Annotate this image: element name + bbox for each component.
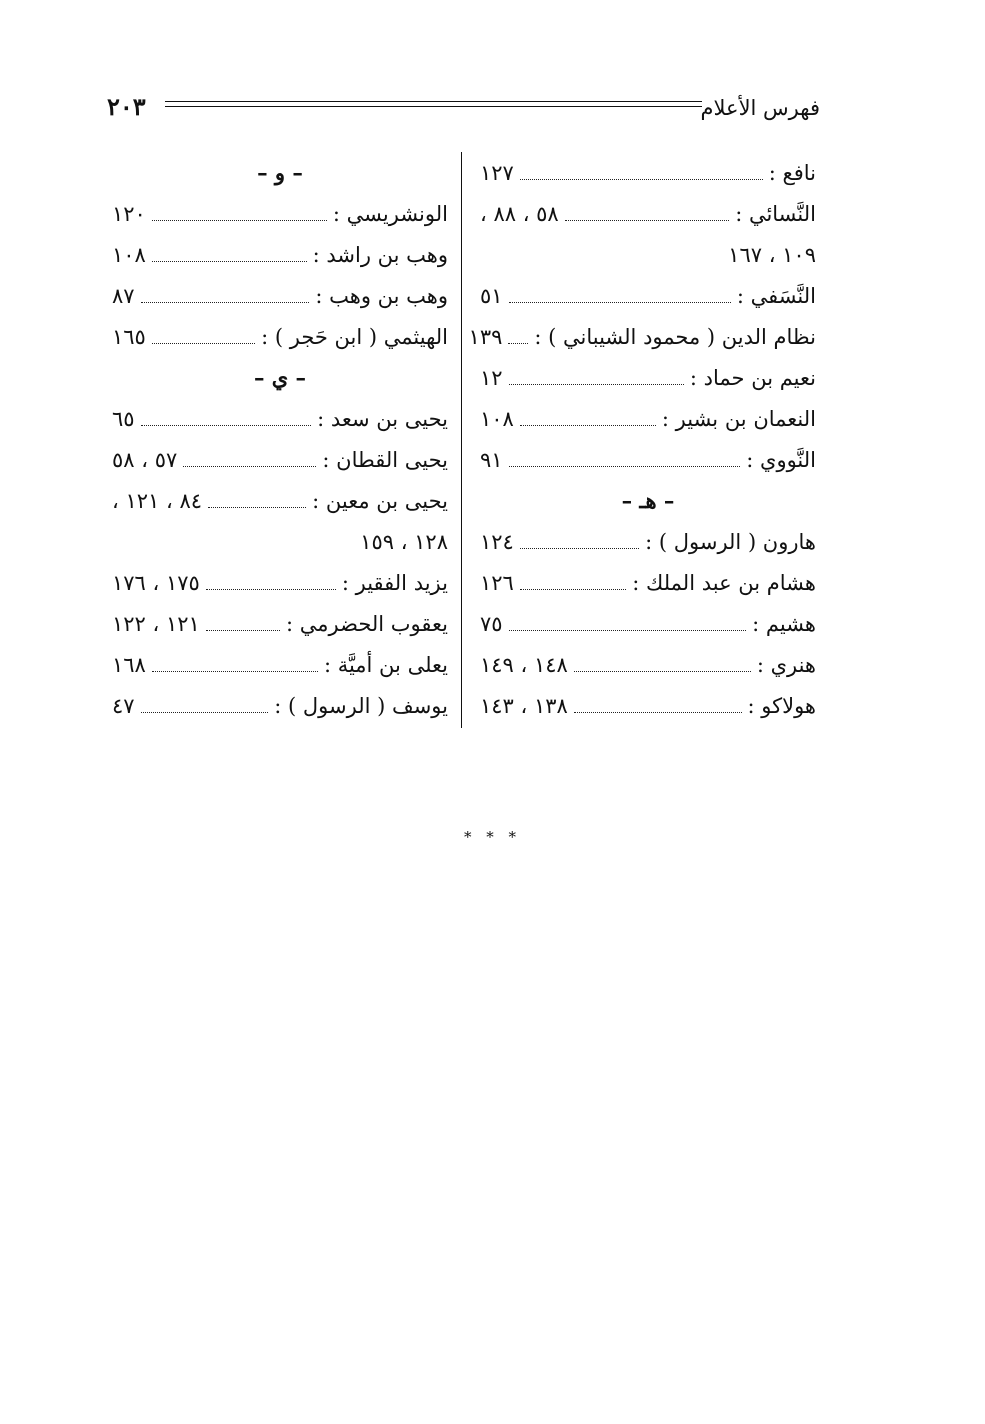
entry-name: يوسف ( الرسول ) : <box>274 693 448 718</box>
index-entry <box>480 562 816 603</box>
header-rule <box>165 101 702 107</box>
dot-leader <box>509 630 747 631</box>
dot-leader <box>152 220 327 221</box>
index-column-right <box>468 152 816 726</box>
entry-pages: ٥٧ ، ٥٨ <box>112 447 178 472</box>
entry-name: يزيد الفقير : <box>341 570 448 595</box>
entry-pages: ٨٤ ، ١٢١ ، <box>112 488 202 513</box>
index-entry <box>480 521 816 562</box>
entry-pages: ٥٨ ، ٨٨ ، <box>480 201 559 226</box>
index-entry <box>112 685 448 726</box>
entry-name: النَّووي : <box>746 447 816 472</box>
entry-pages: ١٠٨ <box>480 406 514 431</box>
index-column-left <box>112 152 448 726</box>
entry-name: يحيى بن معين : <box>312 488 448 513</box>
index-entry <box>112 398 448 439</box>
entry-pages: ١٢ <box>480 365 503 390</box>
entry-pages: ٤٧ <box>112 693 135 718</box>
entry-name: يعلى بن أميَّة : <box>323 652 448 677</box>
index-entry <box>480 644 816 685</box>
dot-leader <box>141 302 310 303</box>
index-entry <box>480 275 816 316</box>
entry-pages: ١٠٩ ، ١٦٧ <box>728 242 816 267</box>
entry-pages: ٥١ <box>480 283 503 308</box>
entry-name: نعيم بن حماد : <box>689 365 816 390</box>
entry-pages: ٨٧ <box>112 283 135 308</box>
dot-leader <box>520 548 639 549</box>
index-entry-continuation <box>480 234 816 275</box>
dot-leader <box>141 712 269 713</box>
index-entry <box>480 439 816 480</box>
entry-name: هشام بن عبد الملك : <box>632 570 816 595</box>
entry-name: يحيى بن سعد : <box>317 406 448 431</box>
index-entry <box>112 275 448 316</box>
index-entry <box>112 439 448 480</box>
dot-leader <box>141 425 312 426</box>
entry-name: هولاكو : <box>747 693 816 718</box>
page-number: ٢٠٣ <box>107 92 146 121</box>
column-divider <box>461 152 462 728</box>
dot-leader <box>152 261 307 262</box>
letter-heading: – و – <box>257 160 303 185</box>
entry-pages: ١٢٨ ، ١٥٩ <box>360 529 448 554</box>
dot-leader <box>152 671 318 672</box>
entry-name: يحيى القطان : <box>322 447 448 472</box>
entry-name: هارون ( الرسول ) : <box>645 529 816 554</box>
entry-name: وهب بن وهب : <box>315 283 448 308</box>
dot-leader <box>509 384 684 385</box>
index-entry <box>480 603 816 644</box>
index-entry <box>480 193 816 234</box>
dot-leader <box>565 220 729 221</box>
entry-name: الهيثمي ( ابن حَجر ) : <box>261 324 448 349</box>
dot-leader <box>520 589 626 590</box>
index-entry <box>480 685 816 726</box>
entry-name: النَّسائي : <box>735 201 816 226</box>
entry-pages: ١٢٠ <box>112 201 146 226</box>
entry-pages: ١٢١ ، ١٢٢ <box>112 611 200 636</box>
letter-heading: – هـ – <box>621 488 675 513</box>
dot-leader <box>208 507 306 508</box>
index-entry <box>112 480 448 521</box>
dot-leader <box>183 466 316 467</box>
index-entry <box>112 603 448 644</box>
dot-leader <box>509 466 741 467</box>
index-entry <box>480 152 816 193</box>
dot-leader <box>508 343 528 344</box>
dot-leader <box>206 589 336 590</box>
index-entry-continuation <box>112 521 448 562</box>
end-mark: * * * <box>463 828 522 846</box>
entry-name: هنري : <box>756 652 816 677</box>
index-entry <box>112 644 448 685</box>
entry-name: نافع : <box>768 160 816 185</box>
entry-pages: ١٢٤ <box>480 529 514 554</box>
entry-pages: ٦٥ <box>112 406 135 431</box>
entry-name: هشيم : <box>752 611 816 636</box>
entry-name: الونشريسي : <box>332 201 448 226</box>
entry-pages: ١٦٥ <box>112 324 146 349</box>
letter-heading: – ي – <box>253 365 307 390</box>
index-entry <box>468 316 816 357</box>
dot-leader <box>206 630 280 631</box>
dot-leader <box>574 671 751 672</box>
index-entry <box>112 562 448 603</box>
entry-pages: ٧٥ <box>480 611 503 636</box>
entry-pages: ٩١ <box>480 447 503 472</box>
entry-name: النَّسَفي : <box>736 283 816 308</box>
index-entry <box>112 193 448 234</box>
page-title: فهرس الأعلام <box>700 96 820 120</box>
running-header <box>107 92 820 128</box>
dot-leader <box>574 712 742 713</box>
entry-pages: ١٧٥ ، ١٧٦ <box>112 570 200 595</box>
entry-pages: ١٢٧ <box>480 160 514 185</box>
entry-pages: ١٢٦ <box>480 570 514 595</box>
index-entry <box>480 398 816 439</box>
dot-leader <box>152 343 255 344</box>
dot-leader <box>509 302 731 303</box>
entry-pages: ١٦٨ <box>112 652 146 677</box>
dot-leader <box>520 425 656 426</box>
dot-leader <box>520 179 763 180</box>
entry-pages: ١٣٨ ، ١٤٣ <box>480 693 568 718</box>
index-entry <box>112 316 448 357</box>
entry-pages: ١٤٨ ، ١٤٩ <box>480 652 568 677</box>
index-entry <box>480 357 816 398</box>
entry-name: وهب بن راشد : <box>312 242 448 267</box>
entry-name: النعمان بن بشير : <box>661 406 816 431</box>
entry-name: نظام الدين ( محمود الشيباني ) : <box>534 324 816 349</box>
entry-pages: ١٠٨ <box>112 242 146 267</box>
entry-name: يعقوب الحضرمي : <box>286 611 448 636</box>
index-entry <box>112 234 448 275</box>
entry-pages: ١٣٩ <box>468 324 503 349</box>
